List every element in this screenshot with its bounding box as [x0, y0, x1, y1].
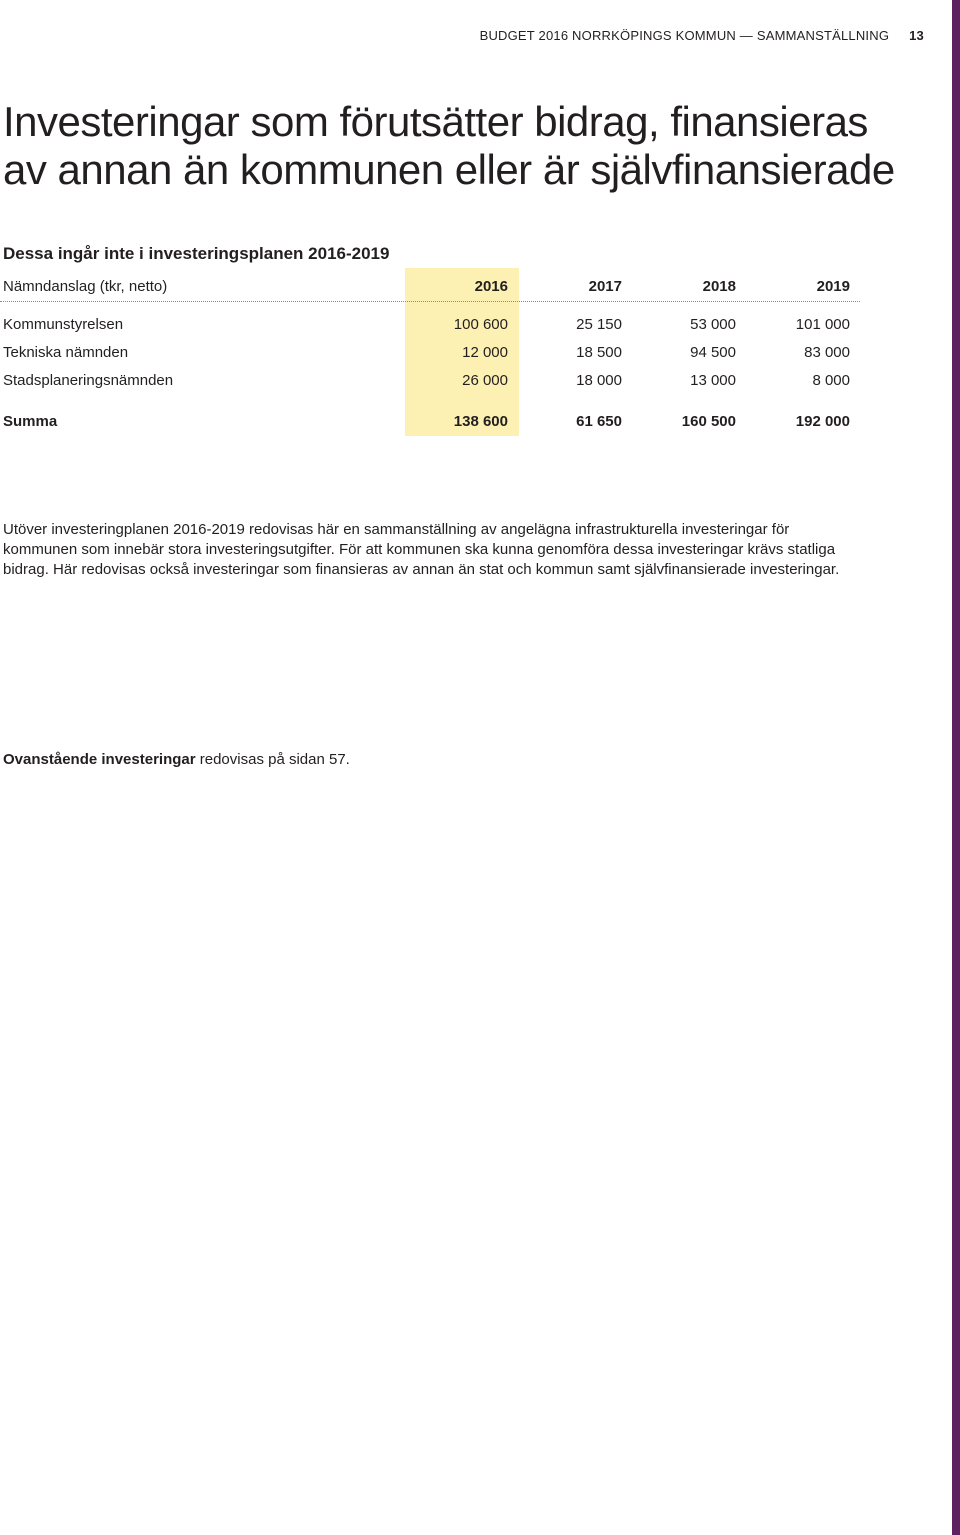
column-header-label: Nämndanslag (tkr, netto): [3, 278, 168, 295]
page-title-line-1: Investeringar som förutsätter bidrag, finansieras: [3, 98, 868, 145]
total-cell: 192 000: [795, 413, 850, 430]
table-header-row: [0, 277, 862, 297]
row-label: Stadsplaneringsnämnden: [3, 372, 174, 389]
table-cell: 18 000: [576, 372, 622, 389]
table-cell: 26 000: [462, 372, 508, 389]
row-label: Kommunstyrelsen: [3, 316, 124, 333]
table-cell: 13 000: [690, 372, 736, 389]
investment-table: [0, 268, 862, 436]
column-header-2017: 2017: [588, 278, 622, 295]
table-cell: 8 000: [812, 372, 850, 389]
accent-bar: [952, 0, 960, 1535]
table-row: [0, 371, 862, 391]
total-cell: 160 500: [681, 413, 736, 430]
header-divider: [0, 301, 860, 302]
page-number: 13: [909, 28, 924, 43]
table-cell: 100 600: [453, 316, 508, 333]
running-title: BUDGET 2016 NORRKÖPINGS KOMMUN — SAMMANSTÄLLNING: [479, 28, 890, 43]
column-header-2019: 2019: [816, 278, 850, 295]
total-cell: 61 650: [576, 413, 622, 430]
table-cell: 53 000: [690, 316, 736, 333]
table-row: [0, 343, 862, 363]
page-title-line-2: av annan än kommunen eller är självfinansierade: [3, 146, 895, 193]
page-title: [3, 98, 903, 194]
footnote-bold: Ovanstående investeringar: [3, 751, 196, 768]
total-label: Summa: [3, 413, 58, 430]
row-label: Tekniska nämnden: [3, 344, 129, 361]
table-row: [0, 315, 862, 335]
table-cell: 12 000: [462, 344, 508, 361]
body-paragraph: Utöver investeringplanen 2016-2019 redovisas här en sammanställning av angelägna infrastrukturella investeringar för kommunen som innebär stora investeringsutgifter. För att kommunen ska kunna genomföra dessa investeringar krävs statliga bidrag. Här redovisas också investeringar som finansieras av annan än stat och kommun samt självfinansierade investeringar.: [3, 521, 840, 578]
footnote-rest: redovisas på sidan 57.: [195, 751, 350, 768]
table-total-row: [0, 412, 862, 432]
table-cell: 101 000: [795, 316, 850, 333]
total-cell: 138 600: [453, 413, 508, 430]
column-header-2018: 2018: [702, 278, 736, 295]
table-cell: 94 500: [690, 344, 736, 361]
column-header-2016: 2016: [474, 278, 508, 295]
table-caption: Dessa ingår inte i investeringsplanen 2016-2019: [3, 244, 390, 263]
table-cell: 83 000: [804, 344, 850, 361]
table-cell: 25 150: [576, 316, 622, 333]
running-header: [480, 28, 924, 43]
table-cell: 18 500: [576, 344, 622, 361]
footnote: [3, 750, 350, 770]
